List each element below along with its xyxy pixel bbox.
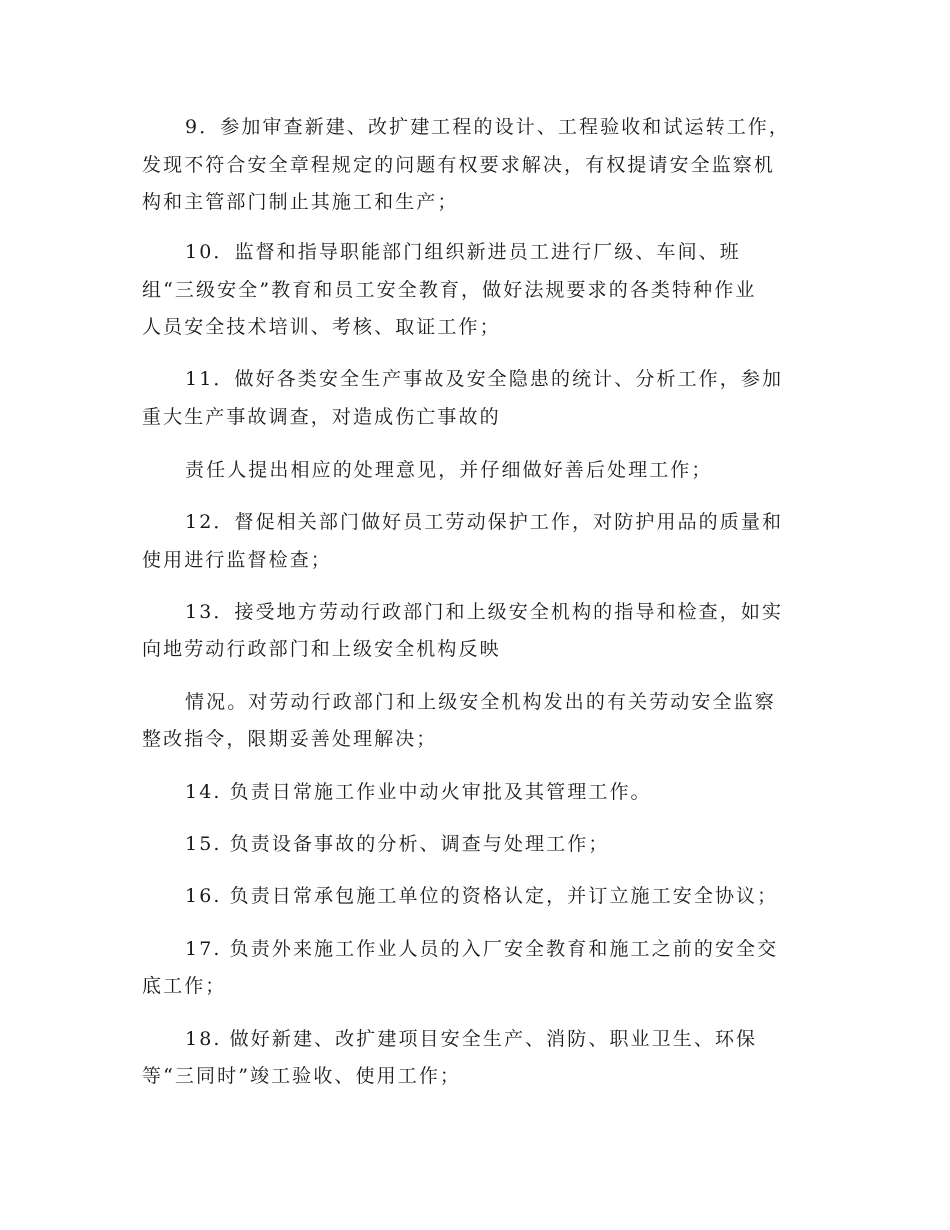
paragraph-line: 18. 做好新建、改扩建项目安全生产、消防、职业卫生、环保 bbox=[185, 1028, 758, 1050]
paragraph-line: 向地劳动行政部门和上级安全机构反映 bbox=[142, 638, 501, 660]
paragraph-line: 9．参加审查新建、改扩建工程的设计、工程验收和试运转工作， bbox=[185, 116, 790, 138]
paragraph-line: 使用进行监督检查； bbox=[142, 549, 332, 571]
paragraph-line: 底工作； bbox=[142, 975, 227, 997]
paragraph-line: 责任人提出相应的处理意见，并仔细做好善后处理工作； bbox=[185, 459, 713, 481]
paragraph-line: 整改指令，限期妥善处理解决； bbox=[142, 728, 438, 750]
paragraph-line: 17. 负责外来施工作业人员的入厂安全教育和施工之前的安全交 bbox=[185, 938, 779, 960]
paragraph-line: 情况。对劳动行政部门和上级安全机构发出的有关劳动安全监察 bbox=[185, 691, 776, 713]
paragraph-line: 14. 负责日常施工作业中动火审批及其管理工作。 bbox=[185, 781, 652, 803]
paragraph-line: 16. 负责日常承包施工单位的资格认定，并订立施工安全协议； bbox=[185, 885, 779, 907]
paragraph-line: 组“三级安全”教育和员工安全教育，做好法规要求的各类特种作业 bbox=[142, 279, 757, 301]
paragraph-line: 人员安全技术培训、考核、取证工作； bbox=[142, 316, 501, 338]
paragraph-line: 11．做好各类安全生产事故及安全隐患的统计、分析工作，参加 bbox=[185, 368, 784, 390]
paragraph-line: 15. 负责设备事故的分析、调查与处理工作； bbox=[185, 833, 610, 855]
paragraph-line: 12．督促相关部门做好员工劳动保护工作，对防护用品的质量和 bbox=[185, 511, 784, 533]
paragraph-line: 构和主管部门制止其施工和生产； bbox=[142, 191, 459, 213]
paragraph-line: 重大生产事故调查，对造成伤亡事故的 bbox=[142, 406, 501, 428]
paragraph-line: 等“三同时”竣工验收、使用工作； bbox=[142, 1065, 462, 1087]
paragraph-line: 发现不符合安全章程规定的问题有权要求解决，有权提请安全监察机 bbox=[142, 154, 776, 176]
paragraph-line: 13．接受地方劳动行政部门和上级安全机构的指导和检查，如实 bbox=[185, 601, 784, 623]
paragraph-line: 10．监督和指导职能部门组织新进员工进行厂级、车间、班 bbox=[185, 241, 741, 263]
